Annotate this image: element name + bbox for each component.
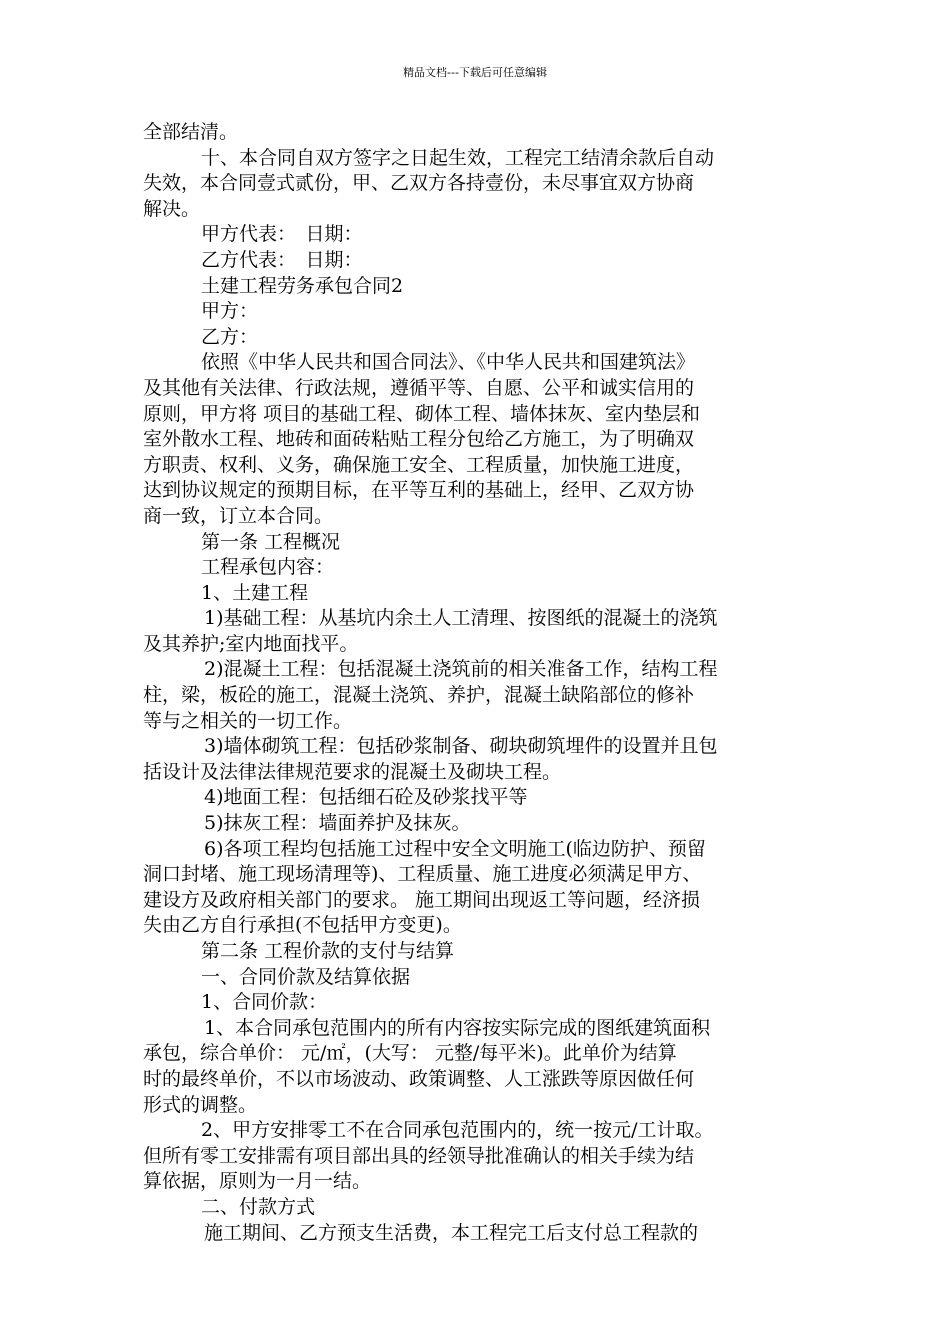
- document-body: [143, 120, 807, 1246]
- text-line: 3)墙体砌筑工程：包括砂浆制备、砌块砌筑埋件的设置并且包: [204, 735, 718, 758]
- text-line: 但所有零工安排需有项目部出具的经领导批准确认的相关手续为结: [143, 1144, 695, 1167]
- text-line: 达到协议规定的预期目标，在平等互利的基础上，经甲、乙双方协: [143, 479, 695, 502]
- text-line: 商一致，订立本合同。: [143, 504, 334, 527]
- text-line: 失由乙方自行承担(不包括甲方变更)。: [143, 914, 462, 937]
- text-line: 失效，本合同壹式贰份，甲、乙双方各持壹份，未尽事宜双方协商: [143, 172, 695, 195]
- text-line: 十、本合同自双方签字之日起生效，工程完工结清余款后自动: [201, 146, 715, 169]
- text-line: 1、土建工程: [201, 581, 309, 604]
- text-line: 全部结清。: [143, 121, 239, 143]
- text-line: 及其养护;室内地面找平。: [143, 632, 359, 655]
- text-line: 原则，甲方将 项目的基础工程、砌体工程、墙体抹灰、室内垫层和: [143, 402, 701, 425]
- text-line: 方职责、权利、义务，确保施工安全、工程质量，加快施工进度，: [143, 453, 695, 476]
- text-line: 括设计及法律法律规范要求的混凝土及砌块工程。: [143, 760, 562, 783]
- text-line: 及其他有关法律、行政法规，遵循平等、自愿、公平和诚实信用的: [143, 376, 695, 399]
- text-line: 等与之相关的一切工作。: [143, 709, 353, 732]
- page-header: 精品文档---下载后可任意编辑: [403, 66, 547, 79]
- text-line: 室外散水工程、地砖和面砖粘贴工程分包给乙方施工，为了明确双: [143, 428, 695, 451]
- text-line: 二、付款方式: [201, 1195, 316, 1218]
- text-line: 4)地面工程：包括细石砼及砂浆找平等: [204, 786, 528, 809]
- text-line: 乙方代表： 日期：: [201, 248, 363, 271]
- text-line: 2)混凝土工程：包括混凝土浇筑前的相关准备工作，结构工程: [204, 658, 718, 681]
- text-line: 甲方：: [201, 300, 259, 323]
- text-line: 甲方代表： 日期：: [201, 223, 363, 246]
- text-line: 5)抹灰工程：墙面养护及抹灰。: [204, 812, 471, 835]
- text-line: 1)基础工程：从基坑内余土人工清理、按图纸的混凝土的浇筑: [204, 607, 718, 630]
- text-line: 算依据，原则为一月一结。: [143, 1170, 372, 1193]
- text-line: 解决。: [143, 197, 201, 220]
- section-heading: 第一条 工程概况: [201, 530, 341, 553]
- text-line: 6)各项工程均包括施工过程中安全文明施工(临边防护、预留: [204, 837, 706, 860]
- text-line: 工程承包内容：: [201, 556, 335, 579]
- text-line: 时的最终单价，不以市场波动、政策调整、人工涨跌等原因做任何: [143, 1067, 695, 1090]
- text-line: 依照《中华人民共和国合同法》、《中华人民共和国建筑法》: [201, 351, 696, 374]
- text-line: 洞口封堵、施工现场清理等)、工程质量、施工进度必须满足甲方、: [143, 863, 702, 886]
- text-line: 承包，综合单价： 元/㎡，(大写： 元整/每平米)。此单价为结算: [143, 1042, 677, 1065]
- text-line: 1、本合同承包范围内的所有内容按实际完成的图纸建筑面积: [204, 1016, 711, 1039]
- text-line: 乙方：: [201, 325, 259, 348]
- text-line: 2、甲方安排零工不在合同承包范围内的，统一按元/工计取。: [201, 1119, 714, 1142]
- section-title: 土建工程劳务承包合同2: [201, 274, 404, 297]
- text-line: 一、合同价款及结算依据: [201, 965, 411, 988]
- text-line: 形式的调整。: [143, 1093, 258, 1116]
- text-line: 柱，梁，板砼的施工，混凝土浇筑、养护，混凝土缺陷部位的修补: [143, 684, 695, 707]
- text-line: 1、合同价款：: [201, 991, 328, 1014]
- section-heading: 第二条 工程价款的支付与结算: [201, 940, 455, 962]
- text-line: 施工期间、乙方预支生活费，本工程完工后支付总工程款的: [204, 1221, 699, 1244]
- text-line: 建设方及政府相关部门的要求。 施工期间出现返工等问题，经济损: [143, 888, 701, 911]
